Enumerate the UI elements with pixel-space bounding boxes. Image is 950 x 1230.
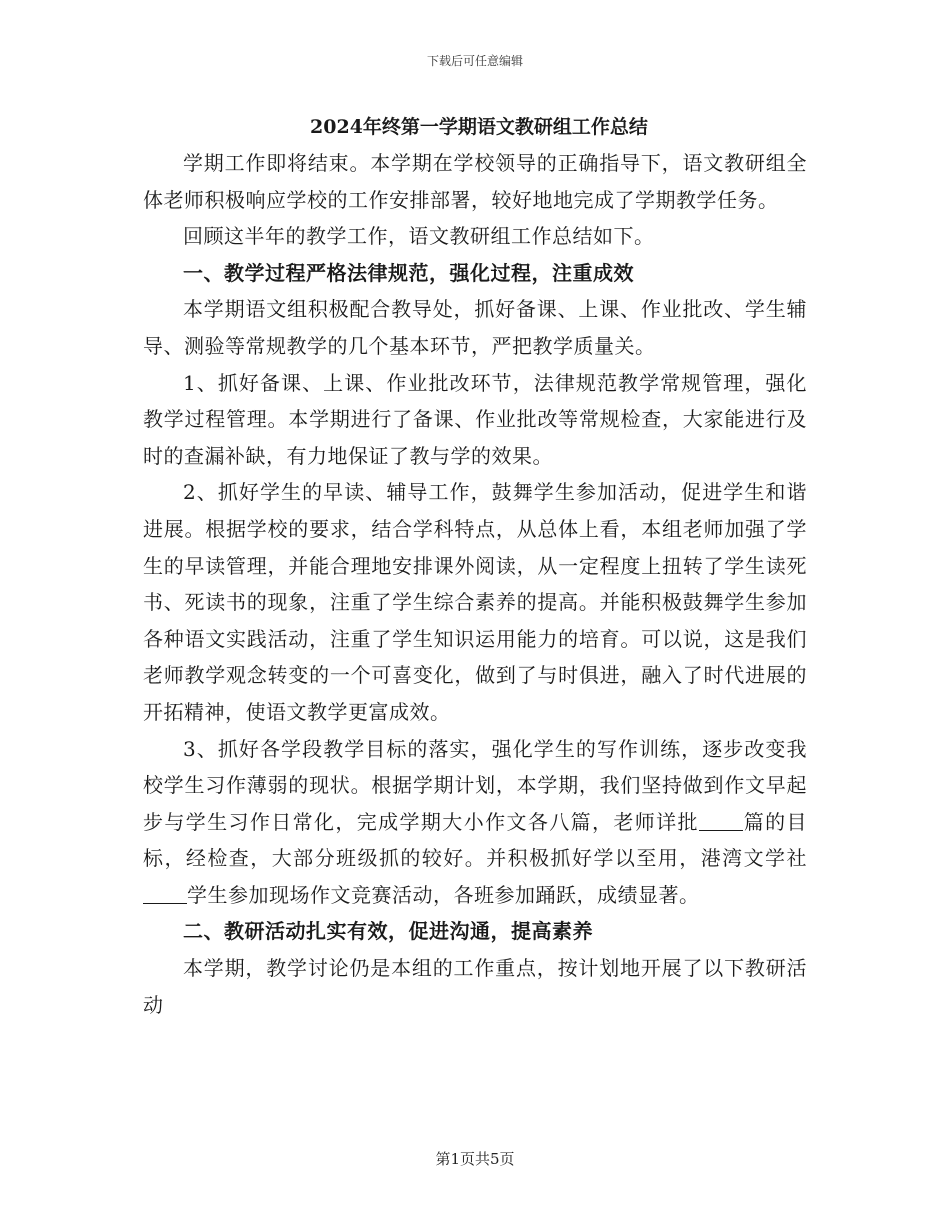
download-note: 下载后可任意编辑 bbox=[426, 54, 523, 68]
item-3-text-part-3: 学生参加现场作文竞赛活动，各班参加踊跃，成绩显著。 bbox=[187, 882, 700, 907]
item-3-text-part-1: 3、抓好各学段教学目标的落实，强化学生的写作训练，逐步改变我校学生习作薄弱的现状。根据学期计划，本学期，我们坚持做到作文早起步与学生习作日常化，完成学期大小作文各八篇，老师详批 bbox=[143, 736, 807, 834]
intro-paragraph: 学期工作即将结束。本学期在学校领导的正确指导下，语文教研组全体老师积极响应学校的工作安排部署，较好地地完成了学期教学任务。 bbox=[143, 151, 807, 212]
section2-intro-paragraph: 本学期，教学讨论仍是本组的工作重点，按计划地开展了以下教研活动 bbox=[143, 956, 807, 1017]
item-3-paragraph bbox=[143, 731, 807, 914]
document-title: 2024年终第一学期语文教研组工作总结 bbox=[310, 116, 648, 138]
review-paragraph: 回顾这半年的教学工作，语文教研组工作总结如下。 bbox=[183, 224, 655, 249]
section-heading-2: 二、教研活动扎实有效，促进沟通，提高素养 bbox=[183, 919, 593, 944]
blank-line-1 bbox=[699, 810, 743, 831]
blank-line-2 bbox=[143, 883, 187, 904]
section1-intro-paragraph: 本学期语文组积极配合教导处，抓好备课、上课、作业批改、学生辅导、测验等常规教学的几个基本环节，严把教学质量关。 bbox=[143, 297, 807, 358]
item-2-paragraph: 2、抓好学生的早读、辅导工作，鼓舞学生参加活动，促进学生和谐进展。根据学校的要求，结合学科特点，从总体上看，本组老师加强了学生的早读管理，并能合理地安排课外阅读，从一定程度上扭转了学生读死书、死读书的现象，注重了学生综合素养的提高。并能积极鼓舞学生参加各种语文实践活动，注重了学生知识运用能力的培育。可以说，这是我们老师教学观念转变的一个可喜变化，做到了与时俱进，融入了时代进展的开拓精神，使语文教学更富成效。 bbox=[143, 480, 807, 724]
item-3-text-part-2: 篇的目标，经检查，大部分班级抓的较好。并积极抓好学以至用，港湾文学社 bbox=[143, 809, 808, 871]
page-number: 第1页共5页 bbox=[435, 1150, 515, 1168]
section-heading-1: 一、教学过程严格法律规范，强化过程，注重成效 bbox=[183, 260, 634, 285]
item-1-paragraph: 1、抓好备课、上课、作业批改环节，法律规范教学常规管理，强化教学过程管理。本学期进行了备课、作业批改等常规检查，大家能进行及时的查漏补缺，有力地保证了教与学的效果。 bbox=[143, 370, 807, 468]
document-body bbox=[143, 113, 807, 1023]
